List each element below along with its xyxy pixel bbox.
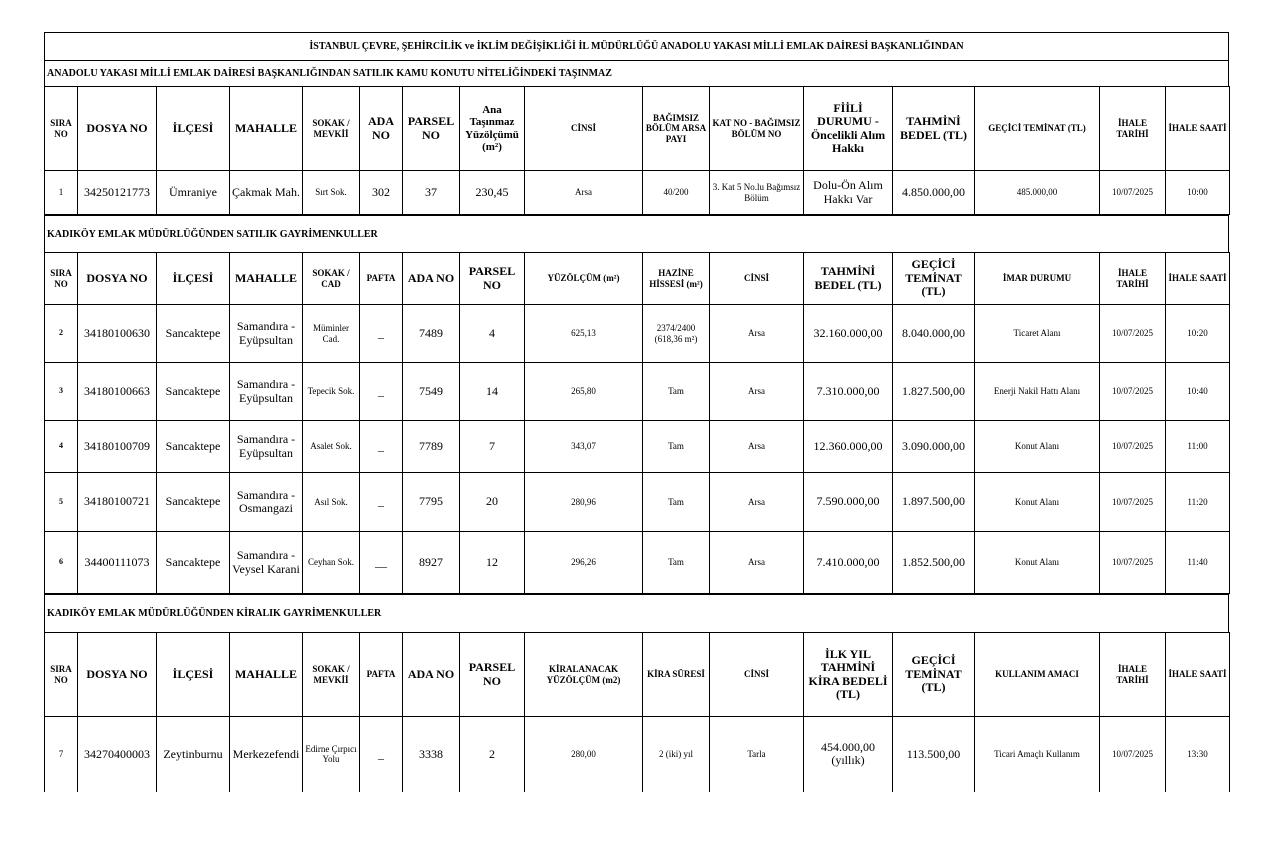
cell-tahmini-bedel: 7.310.000,00 [804, 363, 893, 421]
cell-cinsi: Arsa [710, 421, 804, 473]
header-sokak-cad: SOKAK / CAD [303, 253, 360, 305]
header-kat-no-bagimsiz-bolum-no: KAT NO - BAĞIMSIZ BÖLÜM NO [710, 87, 804, 171]
cell-hazine-hissesi: Tam [643, 532, 710, 594]
header-ilce: İLÇESİ [157, 633, 230, 717]
cell-gecici-teminat: 3.090.000,00 [893, 421, 975, 473]
cell-cinsi: Arsa [710, 363, 804, 421]
cell-parsel-no: 4 [460, 305, 525, 363]
cell-ilce: Sancaktepe [157, 473, 230, 532]
header-tahmini-bedel: TAHMİNİ BEDEL (TL) [893, 87, 975, 171]
cell-cinsi: Tarla [710, 717, 804, 792]
header-cinsi: CİNSİ [710, 253, 804, 305]
header-mahalle: MAHALLE [230, 87, 303, 171]
cell-imar-durumu: Konut Alanı [975, 473, 1100, 532]
cell-ihale-tarihi: 10/07/2025 [1100, 305, 1166, 363]
cell-gecici-teminat: 8.040.000,00 [893, 305, 975, 363]
cell-ihale-tarihi: 10/07/2025 [1100, 171, 1166, 215]
cell-sokak: Ceyhan Sok. [303, 532, 360, 594]
cell-fiili-durumu: Dolu-Ön Alım Hakkı Var [804, 171, 893, 215]
cell-gecici-teminat: 113.500,00 [893, 717, 975, 792]
cell-kira-suresi: 2 (iki) yıl [643, 717, 710, 792]
cell-parsel-no: 12 [460, 532, 525, 594]
cell-sira-no: 3 [45, 363, 78, 421]
cell-gecici-teminat: 1.827.500,00 [893, 363, 975, 421]
header-imar-durumu: İMAR DURUMU [975, 253, 1100, 305]
cell-tahmini-bedel: 7.590.000,00 [804, 473, 893, 532]
cell-dosya-no: 34180100709 [78, 421, 157, 473]
cell-sira-no: 2 [45, 305, 78, 363]
header-yuzolcum: YÜZÖLÇÜM (m²) [525, 253, 643, 305]
header-ada-no: ADA NO [403, 253, 460, 305]
cell-imar-durumu: Konut Alanı [975, 421, 1100, 473]
cell-yuzolcum: 296,26 [525, 532, 643, 594]
table-row [45, 305, 1230, 363]
cell-cinsi: Arsa [710, 305, 804, 363]
header-tahmini-bedel: TAHMİNİ BEDEL (TL) [804, 253, 893, 305]
cell-ada-no: 3338 [403, 717, 460, 792]
cell-hazine-hissesi: Tam [643, 363, 710, 421]
header-cinsi: CİNSİ [525, 87, 643, 171]
cell-kira-bedeli: 454.000,00 (yıllık) [804, 717, 893, 792]
cell-mahalle: Samandıra -Eyüpsultan [230, 363, 303, 421]
cell-sira-no: 1 [45, 171, 78, 215]
cell-hazine-hissesi: 2374/2400 (618,36 m²) [643, 305, 710, 363]
header-bagimsiz-bolum-arsa-payi: BAĞIMSIZ BÖLÜM ARSA PAYI [643, 87, 710, 171]
cell-gecici-teminat: 485.000,00 [975, 171, 1100, 215]
cell-ada-no: 7789 [403, 421, 460, 473]
cell-imar-durumu: Enerji Nakil Hattı Alanı [975, 363, 1100, 421]
header-mahalle: MAHALLE [230, 253, 303, 305]
header-ada-no: ADA NO [360, 87, 403, 171]
cell-gecici-teminat: 1.897.500,00 [893, 473, 975, 532]
cell-ihale-tarihi: 10/07/2025 [1100, 532, 1166, 594]
cell-ihale-saati: 11:00 [1166, 421, 1230, 473]
header-sira-no: SIRA NO [45, 633, 78, 717]
cell-ilce: Zeytinburnu [157, 717, 230, 792]
cell-dosya-no: 34180100663 [78, 363, 157, 421]
cell-sokak: Asalet Sok. [303, 421, 360, 473]
cell-mahalle: Samandıra -Eyüpsultan [230, 305, 303, 363]
header-parsel-no: PARSEL NO [403, 87, 460, 171]
cell-ilce: Sancaktepe [157, 363, 230, 421]
table-row [45, 532, 1230, 594]
cell-parsel-no: 7 [460, 421, 525, 473]
cell-ilce: Sancaktepe [157, 421, 230, 473]
header-dosya-no: DOSYA NO [78, 253, 157, 305]
cell-ihale-saati: 13:30 [1166, 717, 1230, 792]
cell-pafta: _ [360, 473, 403, 532]
header-sokak-mevki: SOKAK / MEVKİİ [303, 633, 360, 717]
header-ilk-yil-kira-bedeli: İLK YIL TAHMİNİ KİRA BEDELİ (TL) [804, 633, 893, 717]
cell-mahalle: Samandıra -Eyüpsultan [230, 421, 303, 473]
header-gecici-teminat: GEÇİCİ TEMİNAT (TL) [893, 633, 975, 717]
cell-kullanim-amaci: Ticari Amaçlı Kullanım [975, 717, 1100, 792]
cell-mahalle: Samandıra -Osmangazi [230, 473, 303, 532]
cell-hazine-hissesi: Tam [643, 473, 710, 532]
header-parsel-no: PARSEL NO [460, 633, 525, 717]
header-pafta: PAFTA [360, 633, 403, 717]
table-header-row [45, 633, 1230, 717]
header-kira-suresi: KİRA SÜRESİ [643, 633, 710, 717]
header-ilce: İLÇESİ [157, 253, 230, 305]
cell-pafta: _ [360, 717, 403, 792]
table-row [45, 421, 1230, 473]
cell-pafta: _ [360, 363, 403, 421]
cell-ihale-tarihi: 10/07/2025 [1100, 363, 1166, 421]
header-ilce: İLÇESİ [157, 87, 230, 171]
cell-mahalle: Samandıra -Veysel Karani [230, 532, 303, 594]
public-housing-table [44, 86, 1230, 215]
auction-announcement-document [44, 32, 1229, 792]
for-rent-table [44, 632, 1230, 792]
cell-sokak: Sırt Sok. [303, 171, 360, 215]
header-fiili-durumu: FİİLİ DURUMU - Öncelikli Alım Hakkı [804, 87, 893, 171]
cell-ilce: Sancaktepe [157, 305, 230, 363]
cell-sira-no: 7 [45, 717, 78, 792]
header-sira-no: SIRA NO [45, 87, 78, 171]
cell-ada-no: 7489 [403, 305, 460, 363]
cell-dosya-no: 34250121773 [78, 171, 157, 215]
cell-ada-no: 302 [360, 171, 403, 215]
cell-parsel-no: 37 [403, 171, 460, 215]
header-kullanim-amaci: KULLANIM AMACI [975, 633, 1100, 717]
cell-yuzolcum: 625,13 [525, 305, 643, 363]
cell-kiralanacak-yuzolcum: 280,00 [525, 717, 643, 792]
header-dosya-no: DOSYA NO [78, 633, 157, 717]
cell-gecici-teminat: 1.852.500,00 [893, 532, 975, 594]
header-ihale-saati: İHALE SAATİ [1166, 87, 1230, 171]
header-parsel-no: PARSEL NO [460, 253, 525, 305]
cell-parsel-no: 2 [460, 717, 525, 792]
cell-imar-durumu: Konut Alanı [975, 532, 1100, 594]
cell-sira-no: 6 [45, 532, 78, 594]
cell-cinsi: Arsa [710, 473, 804, 532]
header-sira-no: SIRA NO [45, 253, 78, 305]
header-ihale-tarihi: İHALE TARİHİ [1100, 633, 1166, 717]
section-title-public-housing: ANADOLU YAKASI MİLLİ EMLAK DAİRESİ BAŞKANLIĞINDAN SATILIK KAMU KONUTU NİTELİĞİNDEKİ TAŞINMAZ [44, 60, 1229, 86]
section-title-for-rent: KADIKÖY EMLAK MÜDÜRLÜĞÜNDEN KİRALIK GAYRİMENKULLER [44, 594, 1229, 632]
header-ihale-tarihi: İHALE TARİHİ [1100, 87, 1166, 171]
cell-hazine-hissesi: Tam [643, 421, 710, 473]
header-ihale-tarihi: İHALE TARİHİ [1100, 253, 1166, 305]
header-pafta: PAFTA [360, 253, 403, 305]
cell-imar-durumu: Ticaret Alanı [975, 305, 1100, 363]
header-mahalle: MAHALLE [230, 633, 303, 717]
table-row [45, 363, 1230, 421]
cell-pafta: _ [360, 305, 403, 363]
section-title-for-sale: KADIKÖY EMLAK MÜDÜRLÜĞÜNDEN SATILIK GAYRİMENKULLER [44, 215, 1229, 252]
header-sokak-mevki: SOKAK / MEVKİİ [303, 87, 360, 171]
cell-ihale-saati: 10:20 [1166, 305, 1230, 363]
cell-yuzolcum: 265,80 [525, 363, 643, 421]
cell-ilce: Sancaktepe [157, 532, 230, 594]
cell-pafta: __ [360, 532, 403, 594]
header-gecici-teminat: GEÇİCİ TEMİNAT (TL) [975, 87, 1100, 171]
cell-parsel-no: 20 [460, 473, 525, 532]
header-ihale-saati: İHALE SAATİ [1166, 633, 1230, 717]
cell-sokak: Müminler Cad. [303, 305, 360, 363]
cell-cinsi: Arsa [525, 171, 643, 215]
cell-dosya-no: 34400111073 [78, 532, 157, 594]
table-row [45, 171, 1230, 215]
cell-tahmini-bedel: 32.160.000,00 [804, 305, 893, 363]
cell-pafta: _ [360, 421, 403, 473]
cell-mahalle: Merkezefendi [230, 717, 303, 792]
cell-yuzolcum: 343,07 [525, 421, 643, 473]
cell-ada-no: 8927 [403, 532, 460, 594]
cell-sokak: Edirne Çırpıcı Yolu [303, 717, 360, 792]
cell-dosya-no: 34270400003 [78, 717, 157, 792]
table-row [45, 473, 1230, 532]
cell-ihale-tarihi: 10/07/2025 [1100, 717, 1166, 792]
for-sale-table [44, 252, 1230, 594]
cell-ihale-saati: 11:40 [1166, 532, 1230, 594]
cell-sokak: Asıl Sok. [303, 473, 360, 532]
cell-dosya-no: 34180100721 [78, 473, 157, 532]
cell-ihale-saati: 11:20 [1166, 473, 1230, 532]
cell-tahmini-bedel: 12.360.000,00 [804, 421, 893, 473]
cell-tahmini-bedel: 4.850.000,00 [893, 171, 975, 215]
cell-mahalle: Çakmak Mah. [230, 171, 303, 215]
cell-yuzolcumu: 230,45 [460, 171, 525, 215]
header-ihale-saati: İHALE SAATİ [1166, 253, 1230, 305]
table-header-row [45, 253, 1230, 305]
cell-sira-no: 4 [45, 421, 78, 473]
cell-arsa-payi: 40/200 [643, 171, 710, 215]
cell-yuzolcum: 280,96 [525, 473, 643, 532]
cell-sokak: Tepecik Sok. [303, 363, 360, 421]
header-dosya-no: DOSYA NO [78, 87, 157, 171]
header-ada-no: ADA NO [403, 633, 460, 717]
cell-dosya-no: 34180100630 [78, 305, 157, 363]
header-hazine-hissesi: HAZİNE HİSSESİ (m²) [643, 253, 710, 305]
header-gecici-teminat: GEÇİCİ TEMİNAT (TL) [893, 253, 975, 305]
document-title: İSTANBUL ÇEVRE, ŞEHİRCİLİK ve İKLİM DEĞİŞİKLİĞİ İL MÜDÜRLÜĞÜ ANADOLU YAKASI MİLLİ EMLAK DAİRESİ BAŞKANLIĞINDAN [44, 32, 1229, 60]
header-kiralanacak-yuzolcum: KİRALANACAK YÜZÖLÇÜM (m2) [525, 633, 643, 717]
cell-ada-no: 7795 [403, 473, 460, 532]
table-row [45, 717, 1230, 792]
cell-parsel-no: 14 [460, 363, 525, 421]
cell-ihale-saati: 10:40 [1166, 363, 1230, 421]
cell-ilce: Ümraniye [157, 171, 230, 215]
cell-sira-no: 5 [45, 473, 78, 532]
cell-ihale-saati: 10:00 [1166, 171, 1230, 215]
cell-ihale-tarihi: 10/07/2025 [1100, 421, 1166, 473]
header-ana-tasinmaz-yuzolcumu: Ana Taşınmaz Yüzölçümü (m²) [460, 87, 525, 171]
cell-ada-no: 7549 [403, 363, 460, 421]
cell-tahmini-bedel: 7.410.000,00 [804, 532, 893, 594]
cell-ihale-tarihi: 10/07/2025 [1100, 473, 1166, 532]
cell-kat-no: 3. Kat 5 No.lu Bağımsız Bölüm [710, 171, 804, 215]
header-cinsi: CİNSİ [710, 633, 804, 717]
cell-cinsi: Arsa [710, 532, 804, 594]
table-header-row [45, 87, 1230, 171]
